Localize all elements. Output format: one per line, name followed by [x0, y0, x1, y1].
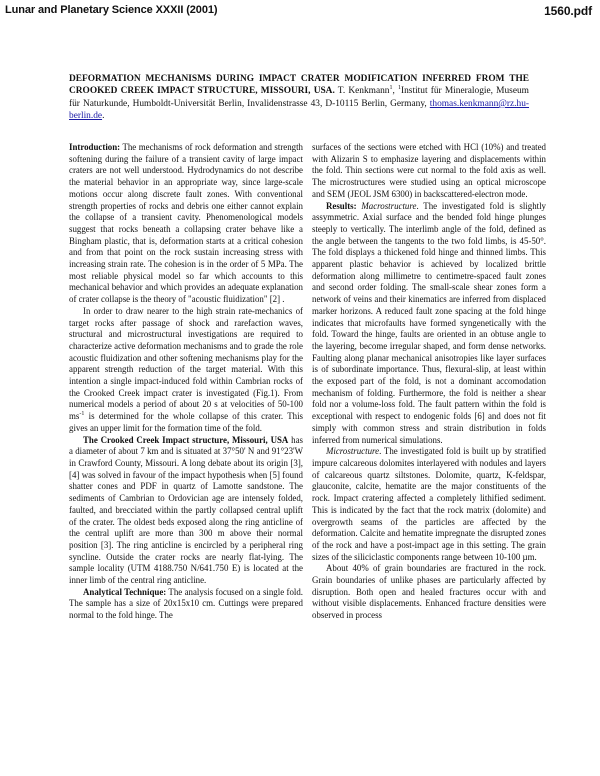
paper-title: DEFORMATION MECHANISMS DURING IMPACT CRATER MODIFICATION INFERRED FROM THE CROOKED CREEK IMPACT STRUCTURE, MISSOURI, USA. — [69, 74, 529, 97]
email-end: . — [102, 111, 105, 122]
paragraph-analytical — [69, 587, 303, 622]
left-column — [69, 142, 303, 622]
section-heading-introduction: Introduction: — [69, 142, 121, 152]
paragraph-approach — [69, 306, 303, 435]
author: T. Kenkmann — [337, 86, 390, 97]
section-heading-analytical: Analytical Technique: — [83, 586, 167, 597]
paragraph-results — [312, 201, 546, 447]
title-block: DEFORMATION MECHANISMS DURING IMPACT CRATER MODIFICATION INFERRED FROM THE CROOKED CREEK IMPACT STRUCTURE, MISSOURI, USA. T. Kenkmann$^1$, $^1$Institut für Mineralogie, Museum für Naturkunde, Humboldt-Universität Berlin, Invalidenstrasse 43, D-10115 Berlin, Germany, thomas.kenkmann@rz.hu-berlin.de. — [69, 74, 530, 122]
author-email-link[interactable]: thomas.kenkmann@rz.hu-berlin.de — [69, 98, 530, 122]
analytical-text: The analysis focused on a single fold. The sample has a size of 20x15x10 cm. Cuttings were prepared normal to the fold hinge. The — [69, 586, 304, 621]
paragraph-microstructure — [312, 446, 546, 563]
approach-text-end: is determined for the whole collapse of this crater. This gives an upper limit for the formation time of the fold. — [69, 411, 303, 433]
introduction-text: The mechanisms of rock deformation and strength softening during the failure of a transient cavity of large impact craters are not well understood. Hydrodynamics do not describe the material behavior in an appropriate way, since large-scale motions occur along discrete fault zones. With conventional strength properties of rocks and debris one either cannot explain the collapse of a transient cavity. Phenomenological models suggest that rocks beneath a collapsing crater behave like a Bingham plastic, that is, deformation starts at a critical cohesion and from that point on the rock sustain increasing stress with increasing strain rate. The cohesion is in the order of 5 MPa. The most reliable physical model so far which accounts to this mechanical behavior and which provides an adequate explanation of crater collapse is the theory of "acoustic fluidization" [2] . — [69, 142, 303, 305]
section-heading-crooked-creek: The Crooked Creek Impact structure, Missouri, USA — [83, 434, 289, 445]
author-affil-mark: 1 — [389, 85, 393, 92]
subheading-macrostructure: Macrostructure — [361, 200, 417, 211]
paragraph-introduction — [69, 142, 303, 306]
affil-mark: 1 — [398, 85, 401, 92]
approach-text: In order to draw nearer to the high strain rate-mechanics of target rocks after passage of shock and rarefaction waves, structural and microstructural investigations are required to characterize active deformation mechanisms and to grade the role acoustic fluidization and other softening mechanisms play for the apparent strength reduction of the target material. With this intention a single impact-induced fold within Cambrian rocks of the Crooked Creek impact crater is investigated (Fig.1). From numerical models a period of about 20 s at velocities of 50-100 ms — [69, 305, 303, 422]
affiliation: Institut für Mineralogie, Museum für Naturkunde, Humboldt-Universität Berlin, Invalidenstrasse 43, D-10115 Berlin, Germany, — [69, 86, 529, 109]
paragraph-grain-boundaries: About 40% of grain boundaries are fractured in the rock. Grain boundaries of unlike phases are particularly affected by disruption. Both open and healed fractures occur with and without visible displacements. Enhanced fracture densities were observed in process — [312, 563, 546, 621]
microstructure-text: . The investigated fold is built up by stratified impure calcareous dolomites interlayered with nodules and layers of calcareous quartz siltstones. Dolomite, quartz, K-feldspar, glauconite, calcite, hematite are the major constituents of the rock. Impact cratering affected a completely lithified sediment. This is indicated by the fact that the rock matrix (dolomite) and overgrowth seams of the particles are affected by the deformation. Calcite and hematite impregnate the disrupted zones of the rock and have a post-impact age in this setting. The grain sizes of the siliciclastic components range between 10-100 µm. — [312, 446, 546, 562]
journal-header: Lunar and Planetary Science XXXII (2001) — [5, 4, 218, 16]
right-column — [312, 142, 546, 622]
paragraph-crooked-creek — [69, 435, 303, 587]
macrostructure-text: . The investigated fold is slightly assymmetric. Axial surface and the bended fold hinge plunges steeply to vertically. The interlimb angle of the fold, defined as the angle between the tangents to the two fold limbs, is 45-50°. The fold displays a thickened fold hinge and thinned limbs. This apparent plastic behavior is achieved by localized brittle deformation along millimetre to centimetre-spaced fault zones and second order folding. The small-scale shear zones form a network of veins and their kinematics are inferred from displaced marker horizons. A reduced fault zone spacing at the fold hinge indicates that microfaults have formed syngenetically with the fold. Toward the hinge, faults are oriented in an obtuse angle to the layering, become irregular shaped, and form dense networks. Faulting along planar mechanical anisotropies like layer surfaces is of subordinate importance. Thus, flexural-slip, at least within the exposed part of the fold, is not a dominant accomodation mechanism of folding. Furthermore, the fold is neither a shear fold nor a volume-loss fold. The fault pattern within the fold is exceptional with respect to endogenic folds [6] and does not fit simply with common stress and strain distribution in folds inferred from numerical simulations. — [312, 200, 546, 445]
file-id: 1560.pdf — [544, 4, 592, 18]
section-heading-results: Results: — [326, 200, 357, 211]
unit-superscript: -1 — [79, 411, 85, 418]
crooked-creek-text: has a diameter of about 7 km and is situated at 37°50' N and 91°23'W in Crawford County, Missouri. A long debate about its origin [3], [4] was solved in favour of the impact hypothesis when [5] found shatter cones and PDF in quartz of Lamotte sandstone. The sediments of Cambrian to Ordovician age are intensely folded, faulted, and brecciated within the partly collapsed central uplift of the crater. The oldest beds exposed along the ring anticline of the central uplift are more than 300 m above their normal position [3]. The ring anticline is encircled by a peripheral ring syncline. Outside the crater rocks are nearly flat-lying. The sample locality (UTM 4188.750 N/641.750 E) is located at the inner limb of the central ring anticline. — [69, 434, 303, 586]
subheading-microstructure: Microstructure — [326, 446, 380, 457]
paragraph-sections: surfaces of the sections were etched with HCl (10%) and treated with Alizarin S to emphasize layering and displacements within the fold. Thin sections were cut normal to the fold axis as well. The microstructures were studied using an optical microscope and SEM (JEOL JSM 6300) in backscattered-electron mode. — [312, 142, 546, 199]
